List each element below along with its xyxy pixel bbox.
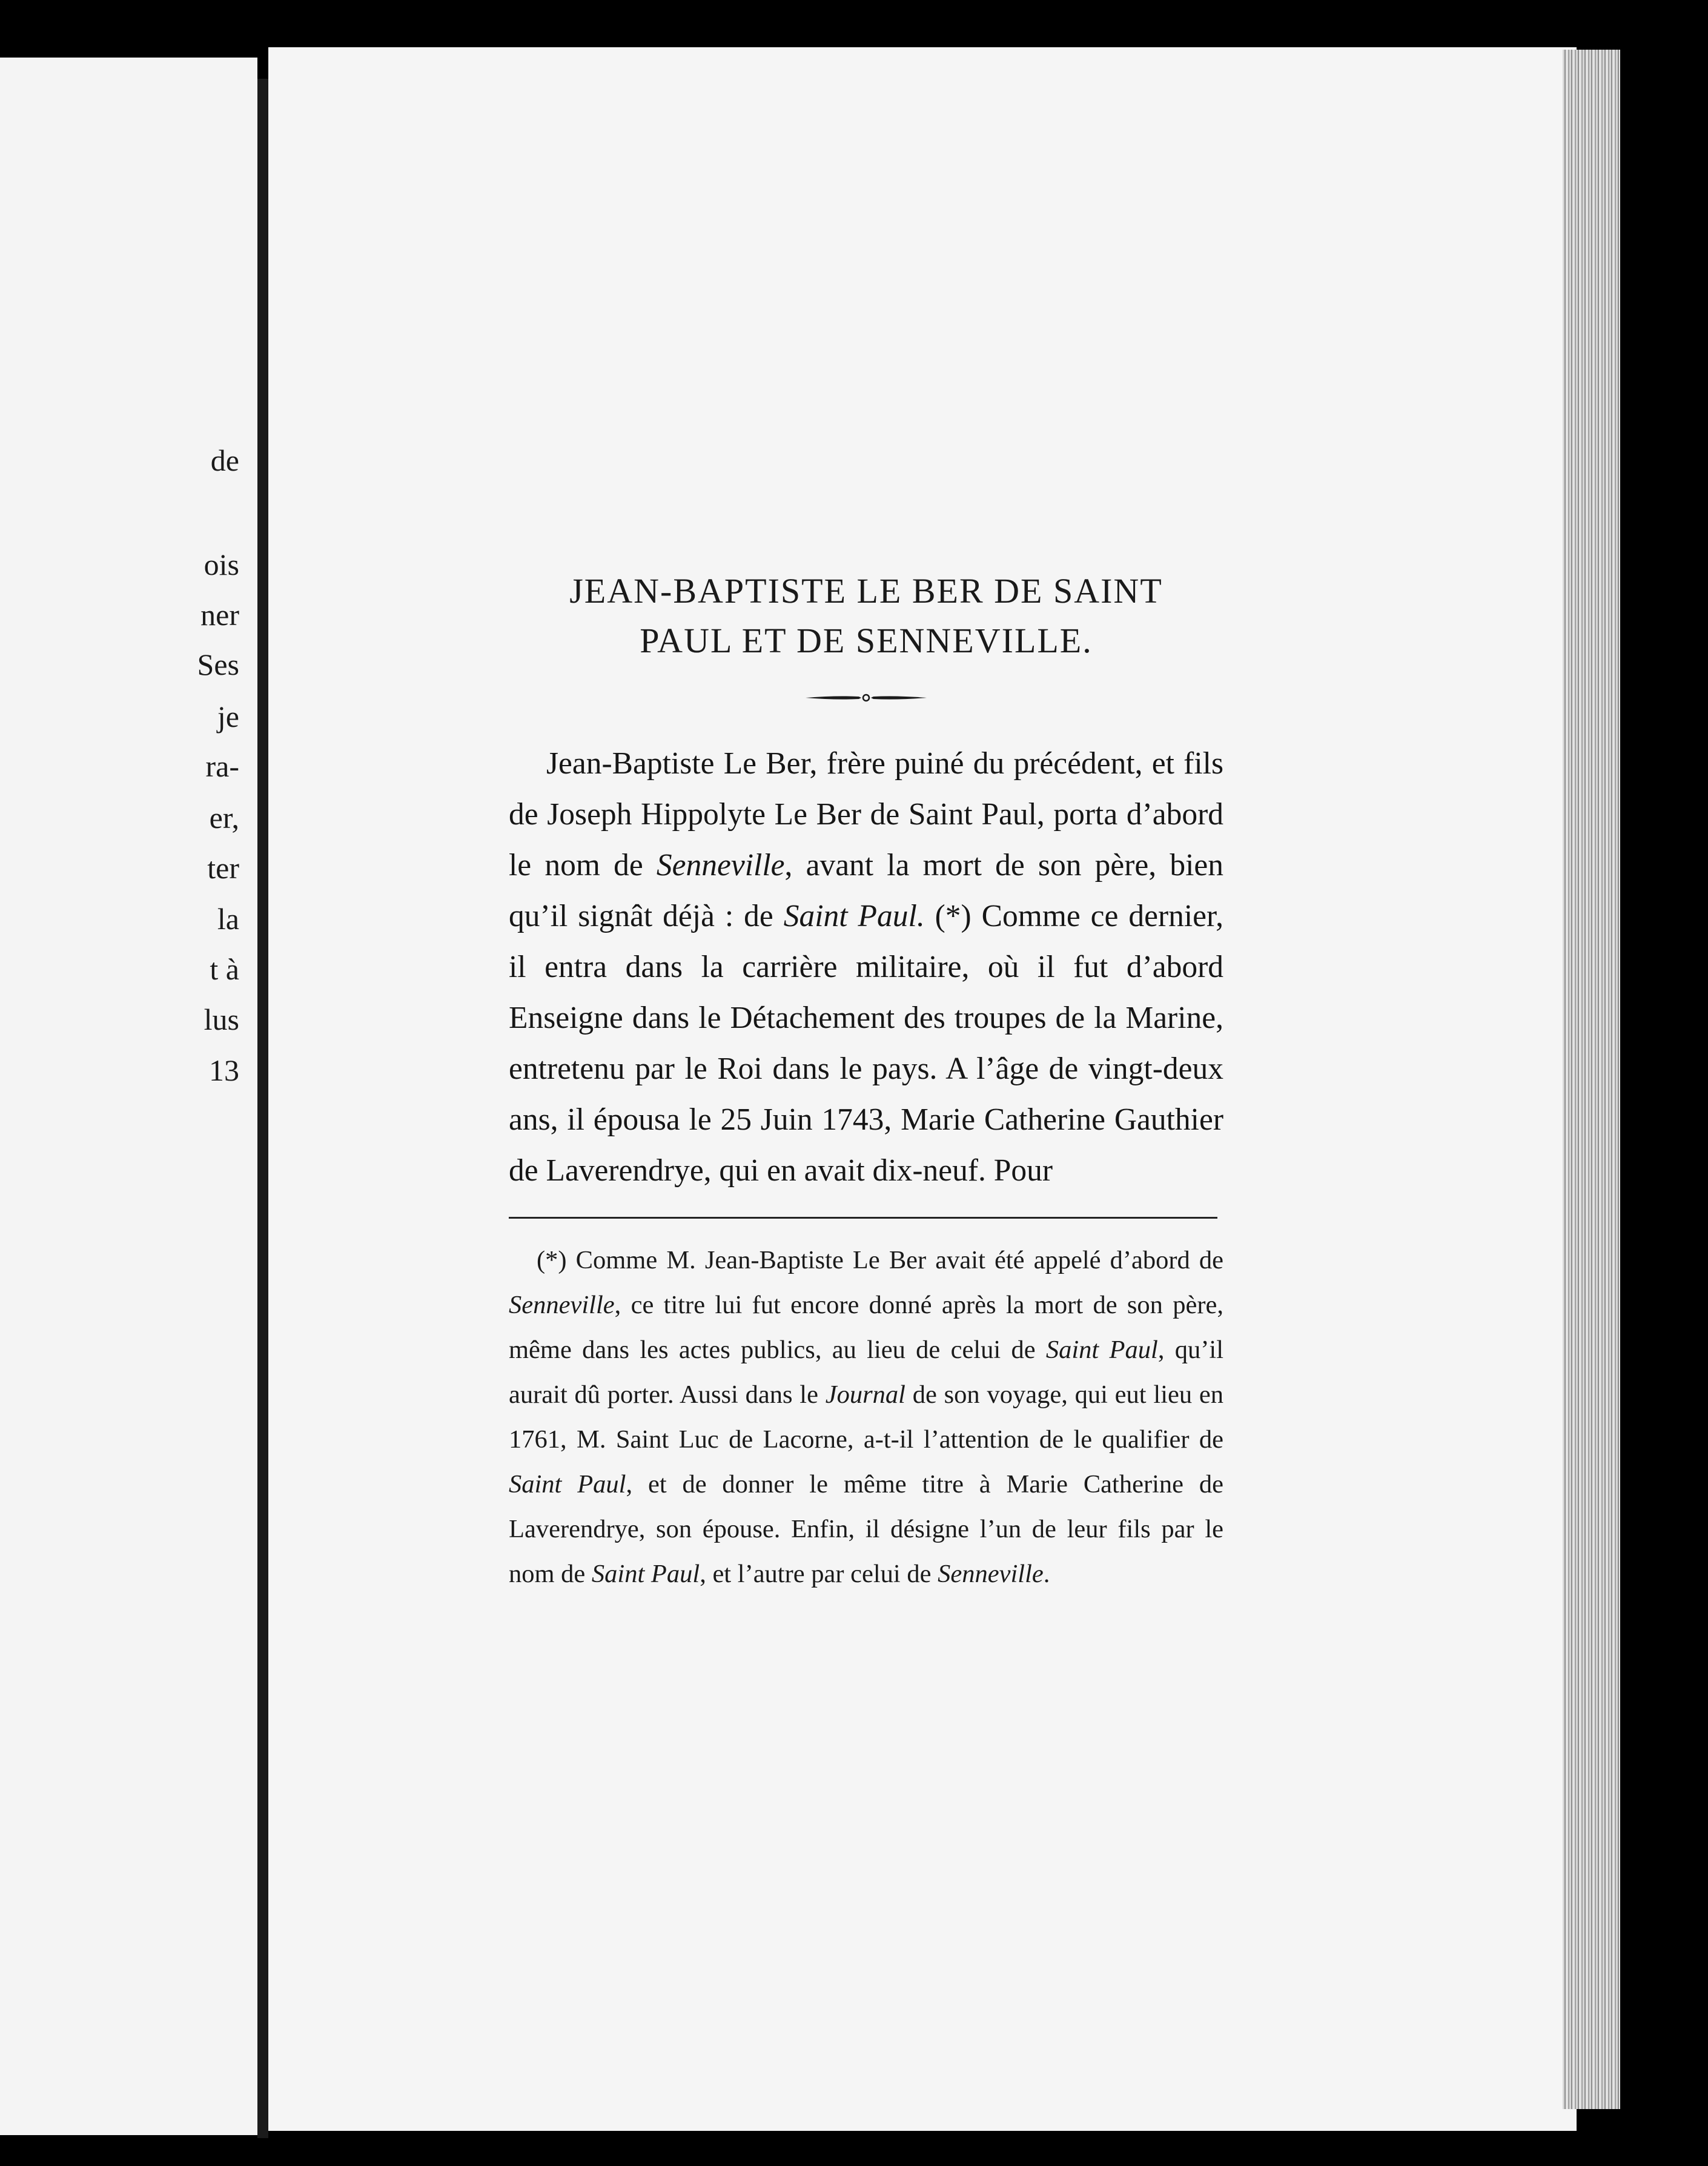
footnote-separator (509, 1217, 1217, 1219)
page-content (509, 566, 1223, 1597)
ornament-divider-icon (806, 691, 927, 704)
left-page-fragment: er, (209, 801, 239, 835)
left-page-fragment: ois (204, 548, 239, 581)
body-paragraph: Jean-Baptiste Le Ber, frère puiné du précédent, et fils de Joseph Hippolyte Le Ber de Saint Paul, porta d’abord le nom de Senneville, avant la mort de son père, bien qu’il signât déjà : de Saint Paul. (*) Comme ce dernier, il entra dans la carrière militaire, où il fut d’abord Enseigne dans le Détachement des troupes de la Marine, entretenu par le Roi dans le pays. A l’âge de vingt-deux ans, il épousa le 25 Juin 1743, Marie Catherine Gauthier de Laverendrye, qui en avait dix-neuf. Pour (509, 746, 1223, 1188)
left-page-fragment: ra- (205, 749, 239, 783)
chapter-title (509, 566, 1223, 666)
left-page-fragment: la (217, 902, 239, 936)
chapter-title-line-1: JEAN-BAPTISTE LE BER DE SAINT (569, 571, 1163, 611)
footnote: (*) Comme M. Jean-Baptiste Le Ber avait été appelé d’abord de Senneville, ce titre lui fut encore donné après la mort de son père, même dans les actes publics, au lieu de celui de Saint Paul, qu’il aurait dû porter. Aussi dans le Journal de son voyage, qui eut lieu en 1761, M. Saint Luc de Lacorne, a-t-il l’attention de le qualifier de Saint Paul, et de donner le même titre à Marie Catherine de Laverendrye, son épouse. Enfin, il désigne l’un de leur fils par le nom de Saint Paul, et l’autre par celui de Senneville. (509, 1246, 1224, 1588)
left-page (0, 58, 257, 2135)
left-page-fragment: 13 (209, 1053, 239, 1087)
left-page-fragment: lus (204, 1002, 239, 1036)
page-edges (1563, 50, 1620, 2109)
left-page-fragment: t à (210, 952, 239, 986)
left-page-fragment: je (217, 700, 239, 734)
emphasis-saint-paul: Saint Paul. (783, 899, 925, 933)
left-page-fragment: ner (200, 598, 239, 632)
left-page-fragment: ter (207, 851, 239, 885)
left-page-fragment: Ses (197, 647, 239, 681)
chapter-title-line-2: PAUL ET DE SENNEVILLE. (640, 621, 1093, 660)
left-page-fragment: de (210, 443, 239, 477)
book-gutter (257, 79, 268, 2138)
emphasis-senneville: Senneville (656, 848, 785, 883)
